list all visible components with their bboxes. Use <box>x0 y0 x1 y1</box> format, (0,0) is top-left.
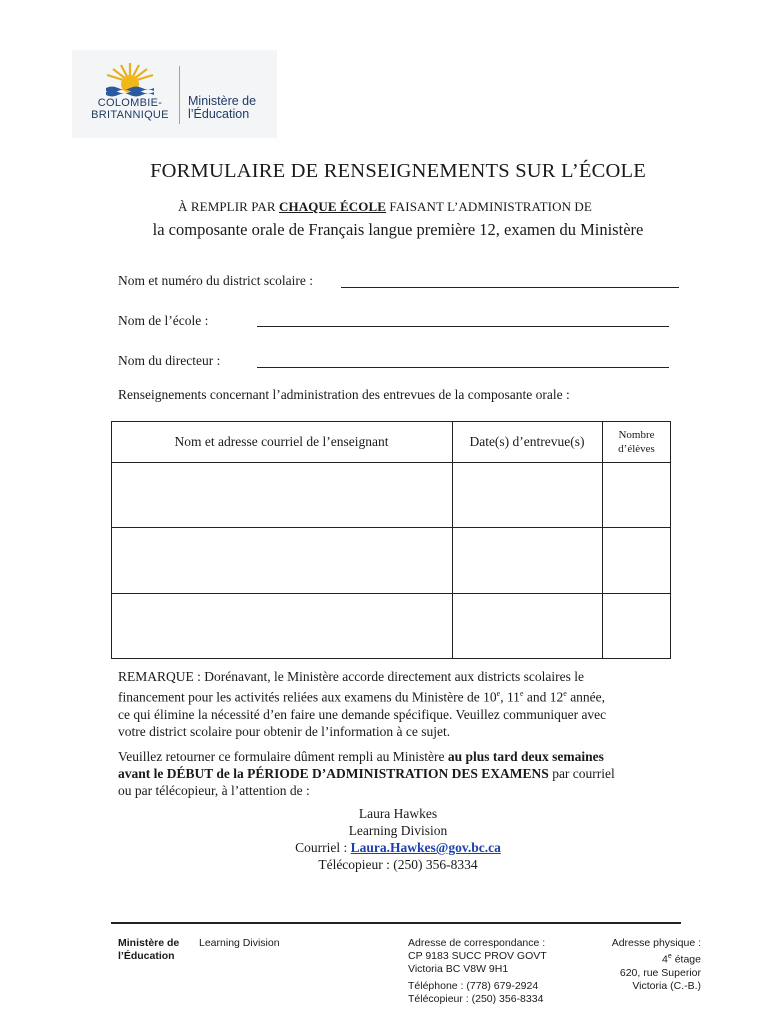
district-input-line[interactable] <box>341 287 679 288</box>
footer-mail-line-1: Adresse de correspondance : <box>408 937 546 949</box>
subtitle-emphasis: CHAQUE ÉCOLE <box>279 199 387 214</box>
subtitle-pre: À REMPLIR PAR <box>178 199 280 214</box>
cell-count-row-1[interactable] <box>603 463 670 527</box>
footer-phys-line-3: 620, rue Superior <box>619 966 701 979</box>
return-line-1 <box>118 748 698 765</box>
contact-fax: Télécopieur : (250) 356-8334 <box>318 857 478 872</box>
remarque-line-2-d: année, <box>566 689 606 705</box>
return-line-3: ou par télécopieur, à l’attention de : <box>118 783 310 798</box>
contact-email-link[interactable]: Laura.Hawkes@gov.bc.ca <box>350 840 501 855</box>
return-deadline-1: au plus tard deux semaines <box>447 749 604 764</box>
footer-division: Learning Division <box>199 937 280 949</box>
table-header-dates: Date(s) d’entrevue(s) <box>469 434 585 449</box>
logo-line-1: COLOMBIE- <box>97 97 163 109</box>
remarque-line-2-c: and 12 <box>523 689 564 705</box>
remarque-line-4: votre district scolaire pour obtenir de l’information à ce sujet. <box>118 723 451 739</box>
remarque-line-2-b: , 11 <box>500 689 520 705</box>
return-line-1-a: Veuillez retourner ce formulaire dûment rempli au Ministère <box>118 749 448 764</box>
return-instructions <box>118 748 698 799</box>
return-deadline-2: avant le DÉBUT de la PÉRIODE D’ADMINISTRATION DES EXAMENS <box>118 766 549 781</box>
logo-ministry-line-1: Ministère de <box>188 94 257 108</box>
footer-divider <box>111 922 681 924</box>
contact-email-label: Courriel : <box>295 840 351 855</box>
cell-count-row-2[interactable] <box>603 528 670 593</box>
logo-divider <box>179 66 180 124</box>
footer-phys-floor-word: étage <box>671 953 701 966</box>
footer-ministry-line-2: l’Éducation <box>118 950 175 962</box>
cell-dates-row-3[interactable] <box>453 594 602 658</box>
footer-ministry <box>118 937 179 963</box>
table-header-count <box>602 428 671 456</box>
bc-sun-logo-icon <box>100 60 160 98</box>
return-line-2-c: par courriel <box>548 766 615 781</box>
remarque-paragraph <box>118 668 698 740</box>
form-subtitle-line-2: la composante orale de Français langue première 12, examen du Ministère <box>152 220 644 239</box>
cell-dates-row-2[interactable] <box>453 528 602 593</box>
footer-mail-line-2: CP 9183 SUCC PROV GOVT <box>408 950 547 962</box>
director-label: Nom du directeur : <box>118 353 221 368</box>
logo-ministry-text <box>188 95 256 121</box>
form-title: FORMULAIRE DE RENSEIGNEMENTS SUR L’ÉCOLE <box>150 160 646 182</box>
footer-mail-line-3: Victoria BC V8W 9H1 <box>408 963 509 975</box>
cell-teacher-row-2[interactable] <box>112 528 452 593</box>
footer-phys-line-1: Adresse physique : <box>611 937 701 949</box>
district-label: Nom et numéro du district scolaire : <box>118 273 313 288</box>
remarque-sup-3: e <box>563 689 567 698</box>
logo-province-text <box>82 97 178 121</box>
director-input-line[interactable] <box>257 367 669 368</box>
table-header-count-line-1: Nombre <box>618 429 655 441</box>
logo-ministry-line-2: l’Éducation <box>188 107 250 121</box>
contact-name: Laura Hawkes <box>358 806 438 821</box>
contact-email-line <box>100 839 696 856</box>
logo-line-2: BRITANNIQUE <box>91 109 169 121</box>
school-input-line[interactable] <box>257 326 669 327</box>
remarque-line-2 <box>118 685 698 706</box>
footer-phys-line-2 <box>560 950 701 967</box>
remarque-sup-2: e <box>519 689 524 698</box>
footer-physical-address <box>560 937 701 993</box>
subtitle-post: FAISANT L’ADMINISTRATION DE <box>386 199 592 214</box>
footer-ministry-line-1: Ministère de <box>118 937 180 949</box>
remarque-sup-1: e <box>496 689 501 698</box>
form-subtitle-line-1 <box>0 199 770 215</box>
footer-fax: Télécopieur : (250) 356-8334 <box>408 993 544 1005</box>
cell-teacher-row-1[interactable] <box>112 463 452 527</box>
cell-dates-row-1[interactable] <box>453 463 602 527</box>
table-header-count-line-2: d’élèves <box>618 443 655 455</box>
remarque-line-3: ce qui élimine la nécessité d’en faire une demande spécifique. Veuillez communiquer avec <box>118 706 607 722</box>
cell-teacher-row-3[interactable] <box>112 594 452 658</box>
footer-mailing-address <box>408 937 547 1006</box>
school-label: Nom de l’école : <box>118 313 209 328</box>
remarque-line-2-a: financement pour les activités reliées aux examens du Ministère de 10 <box>118 689 497 705</box>
contact-division: Learning Division <box>348 823 448 838</box>
contact-block <box>100 805 696 873</box>
footer-phys-line-4: Victoria (C.-B.) <box>632 979 701 992</box>
footer-phone: Téléphone : (778) 679-2924 <box>408 980 539 992</box>
return-line-2 <box>118 765 698 782</box>
footer-phys-sup: e <box>667 953 672 960</box>
table-intro: Renseignements concernant l’administration des entrevues de la composante orale : <box>118 387 570 402</box>
cell-count-row-3[interactable] <box>603 594 670 658</box>
table-header-teacher: Nom et adresse courriel de l’enseignant <box>174 434 389 449</box>
footer-phys-floor-num: 4 <box>662 953 668 966</box>
remarque-line-1: REMARQUE : Dorénavant, le Ministère accorde directement aux districts scolaires le <box>118 669 584 684</box>
